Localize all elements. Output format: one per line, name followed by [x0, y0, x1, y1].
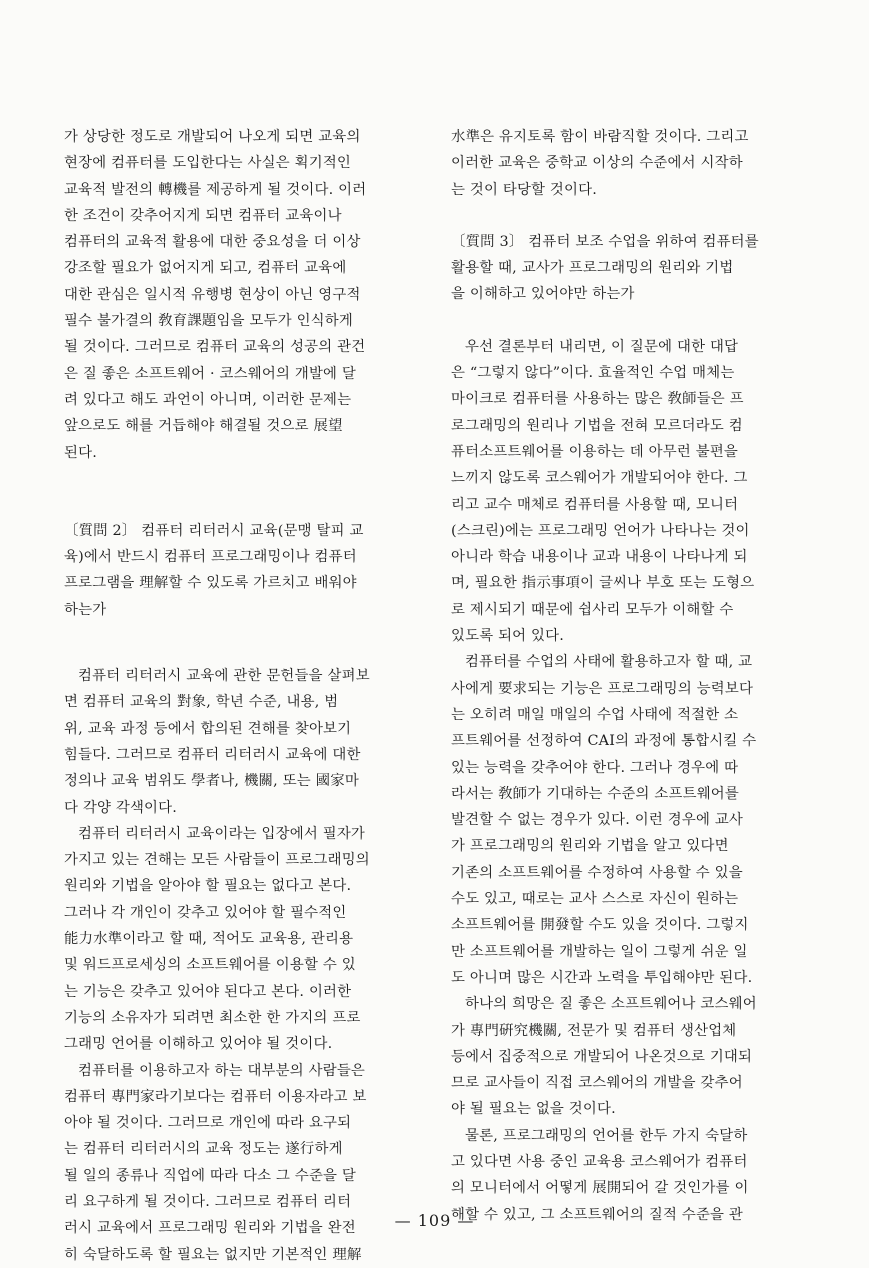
- question-3: 〔質問 3〕 컴퓨터 보조 수업을 위하여 컴퓨터를 활용할 때, 교사가 프로그래밍의 원리와 기법 을 이해하고 있어야만 하는가: [451, 233, 759, 303]
- left-paragraph-3: 컴퓨터 리터러시 교육이라는 입장에서 필자가 가지고 있는 견해는 모든 사람들이 프로그래밍의 원리와 기법을 알아야 할 필요는 없다고 본다. 그러나 각 개인이 갖추고 있어야 할 필수적인 能力水準이라고 할 때, 적어도 교육용, 관리용 및 워드프로세싱의 소프트웨어를 이용할 수 있 는 기능은 갖추고 있어야 된다고 본다. 이러한 기능의 소유자가 되려면 최소한 한 가지의 프로 그래밍 언어를 이해하고 있어야 될 것이다.: [64, 825, 370, 1053]
- left-paragraph-1: 가 상당한 정도로 개발되어 나오게 되면 교육의 현장에 컴퓨터를 도입한다는 사실은 획기적인 교육적 발전의 轉機를 제공하게 될 것이다. 이러 한 조건이 갖추어지게 되면 컴퓨터 교육이나 컴퓨터의 교육적 활용에 대한 중요성을 더 이상 강조할 필요가 없어지게 되고, 컴퓨터 교육에 대한 관심은 일시적 유행병 현상이 아닌 영구적 필수 불가결의 敎育課題임을 모두가 인식하게 될 것이다. 그러므로 컴퓨터 교육의 성공의 관건 은 질 좋은 소프트웨어 · 코스웨어의 개발에 달 려 있다고 해도 과언이 아니며, 이러한 문제는 앞으로도 해를 거듭해야 해결될 것으로 展望 된다.: [64, 129, 367, 461]
- left-paragraph-4: 컴퓨터를 이용하고자 하는 대부분의 사람들은 컴퓨터 專門家라기보다는 컴퓨터 이용자라고 보 아야 될 것이다. 그러므로 개인에 따라 요구되 는 컴퓨터 리터러시의 교육 정도는 遂行하게 될 일의 종류나 직업에 따라 다소 그 수준을 달 리 요구하게 될 것이다. 그러므로 컴퓨터 리터 러시 교육에서 프로그래밍 원리와 기법을 완전 히 숙달하도록 할 필요는 없지만 기본적인 理解: [64, 1062, 367, 1263]
- right-paragraph-5: 물론, 프로그래밍의 언어를 한두 가지 숙달하 고 있다면 사용 중인 교육용 코스웨어가 컴퓨터 의 모니터에서 어떻게 展開되어 갈 것인가를 이 해할 수 있고, 그 소프트웨어의 질적 수준을 관: [451, 1127, 749, 1223]
- right-paragraph-1: 水準은 유지토록 함이 바람직할 것이다. 그리고 이러한 교육은 중학교 이상의 수준에서 시작하 는 것이 타당할 것이다.: [451, 129, 749, 198]
- left-paragraph-2: 컴퓨터 리터러시 교육에 관한 문헌들을 살펴보 면 컴퓨터 교육의 對象, 학년 수준, 내용, 범 위, 교육 과정 등에서 합의된 견해를 찾아보기 힘들다. 그러므로 컴퓨터 리터러시 교육에 대한 정의나 교육 범위도 學者나, 機關, 또는 國家마 다 각양 각색이다.: [64, 668, 370, 816]
- right-paragraph-4: 하나의 희망은 질 좋은 소프트웨어나 코스웨어 가 專門硏究機關, 전문가 및 컴퓨터 생산업체 등에서 집중적으로 개발되어 나온것으로 기대되 므로 교사들이 직접 코스웨어의 개발을 갖추어 야 될 필요는 없을 것이다.: [451, 996, 757, 1118]
- page-number: — 109 —: [394, 1211, 475, 1230]
- right-column: [451, 124, 811, 1228]
- right-paragraph-3: 컴퓨터를 수업의 사태에 활용하고자 할 때, 교 사에게 要求되는 기능은 프로그래밍의 능력보다 는 오히려 매일 매일의 수업 사태에 적절한 소 프트웨어를 선정하여 CAI의 과정에 통합시킬 수 있는 능력을 갖추어야 한다. 그러나 경우에 따 라서는 敎師가 기대하는 수준의 소프트웨어를 발견할 수 없는 경우가 있다. 이런 경우에 교사 가 프로그래밍의 원리와 기법을 알고 있다면 기존의 소프트웨어를 수정하여 사용할 수 있을 수도 있고, 때로는 교사 스스로 자신이 원하는 소프트웨어를 開發할 수도 있을 것이다. 그렇지 만 소프트웨어를 개발하는 일이 그렇게 쉬운 일 도 아니며 많은 시간과 노력을 투입해야만 된다.: [451, 654, 757, 986]
- left-column: [64, 124, 419, 1268]
- right-paragraph-2: 우선 결론부터 내리면, 이 질문에 대한 대답 은 “그렇지 않다”이다. 효율적인 수업 매체는 마이크로 컴퓨터를 사용하는 많은 敎師들은 프 로그래밍의 원리나 기법을 전혀 모르더라도 컴 퓨터소프트웨어를 이용하는 데 아무런 불편을 느끼지 않도록 코스웨어가 개발되어야 한다. 그 리고 교수 매체로 컴퓨터를 사용할 때, 모니터 (스크린)에는 프로그래밍 언어가 나타나는 것이 아니라 학습 내용이나 교과 내용이 나타나게 되 며, 필요한 指示事項이 글씨나 부호 또는 도형으 로 제시되기 때문에 쉽사리 모두가 이해할 수 있도록 되어 있다.: [451, 338, 755, 645]
- question-2: 〔質問 2〕 컴퓨터 리터러시 교육(문맹 탈피 교 육)에서 반드시 컴퓨터 프로그래밍이나 컴퓨터 프로그램을 理解할 수 있도록 가르치고 배워야 하는가: [64, 522, 364, 618]
